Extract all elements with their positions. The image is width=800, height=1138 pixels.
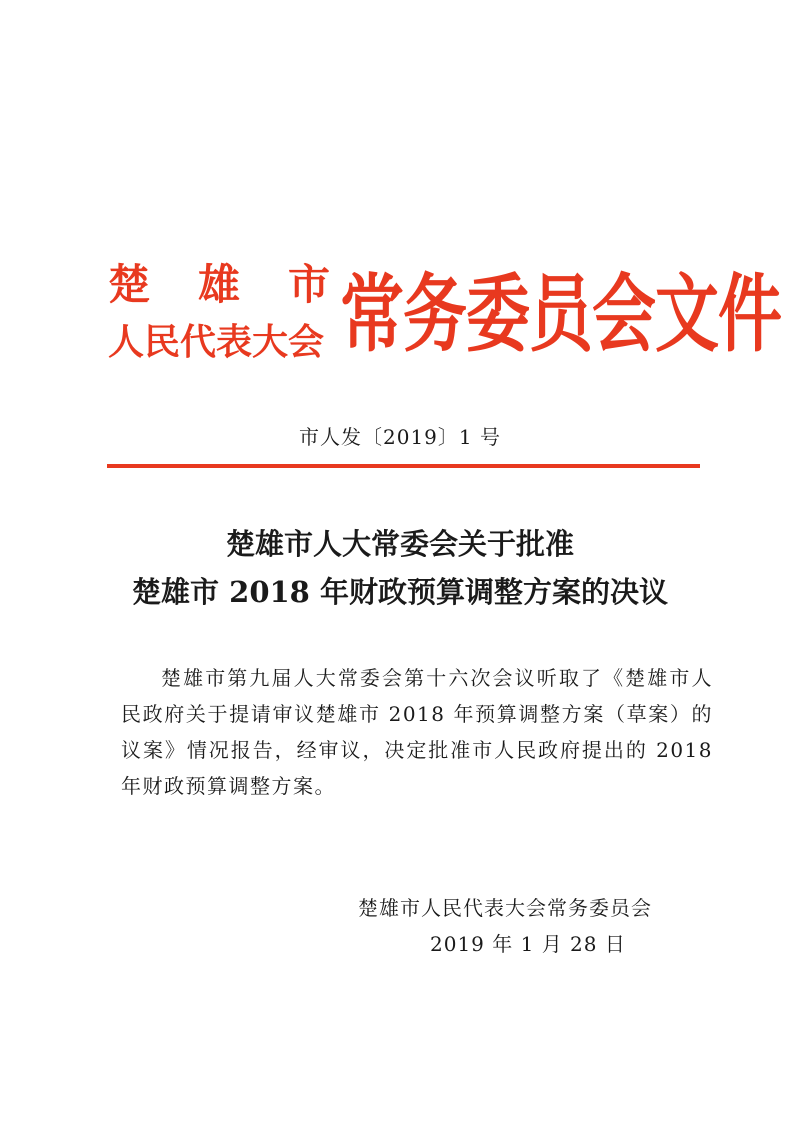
header-city-char: 雄 [197,260,240,309]
header-congress-name: 人民代表大会 [108,322,325,363]
header-issuer-name [108,256,330,376]
header-divider [107,464,700,468]
body-paragraph: 楚雄市第九届人大常委会第十六次会议听取了《楚雄市人民政府关于提请审议楚雄市 2018 年预算调整方案（草案）的议案》情况报告，经审议，决定批准市人民政府提出的 2018 年财政预算调整方案。 [121,666,713,798]
header-committee-document: 常务委员会文件 [340,267,781,365]
document-header [108,256,781,376]
header-city-char: 市 [287,260,330,309]
signature-organization: 楚雄市人民代表大会常务委员会 [358,896,652,920]
document-number: 市人发〔2019〕1 号 [299,425,501,449]
signature-date: 2019 年 1 月 28 日 [430,932,626,956]
header-city-name [108,260,330,310]
signature-block [358,890,698,962]
title-line-2: 楚雄市 2018 年财政预算调整方案的决议 [132,575,668,609]
document-title [0,520,800,616]
title-line-1: 楚雄市人大常委会关于批准 [225,527,574,561]
header-city-char: 楚 [108,260,151,309]
